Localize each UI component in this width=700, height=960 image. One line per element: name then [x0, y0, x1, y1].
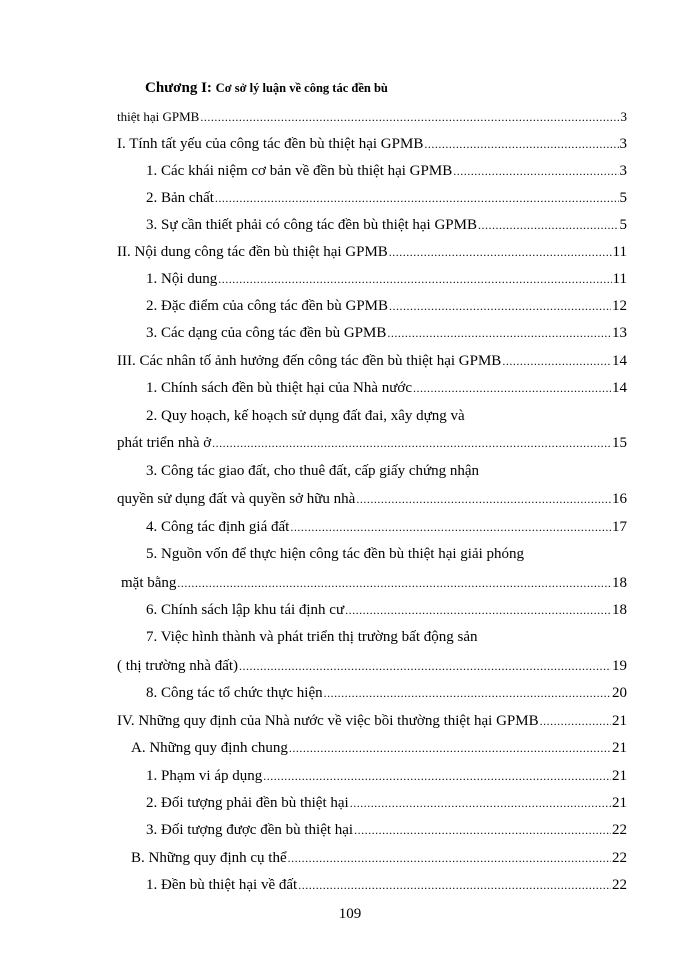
toc-entry[interactable] [117, 710, 627, 732]
toc-entry-page: 21 [612, 795, 627, 811]
toc-entry[interactable] [117, 350, 627, 372]
dot-leader [389, 295, 611, 317]
toc-entry-page: 14 [612, 380, 627, 396]
toc-entry-page: 21 [612, 768, 627, 784]
toc-entry-page: 15 [612, 435, 627, 451]
toc-entry-label: 1. Chính sách đền bù thiệt hại của Nhà nước [146, 380, 412, 396]
toc-entry[interactable] [146, 160, 627, 182]
toc-entry-label: phát triển nhà ở [117, 435, 212, 451]
toc-entry-page: 18 [612, 575, 627, 591]
toc-entry-first-line[interactable]: 7. Việc hình thành và phát triển thị trường bất động sản [146, 629, 478, 645]
toc-entry[interactable] [117, 655, 627, 677]
dot-leader [345, 599, 611, 621]
toc-entry-label: 1. Các khái niệm cơ bản về đền bù thiệt hại GPMB [146, 163, 453, 179]
dot-leader [324, 682, 611, 704]
toc-entry-page: 14 [612, 353, 627, 369]
toc-entry-page: 17 [612, 519, 627, 535]
toc-entry-label: 1. Đền bù thiệt hại về đất [146, 877, 298, 893]
toc-entry-label: 2. Đặc điểm của công tác đền bù GPMB [146, 298, 389, 314]
toc-entry[interactable] [131, 737, 627, 759]
toc-entry-page: 16 [612, 491, 627, 507]
toc-entry-page: 12 [612, 298, 627, 314]
toc-entry-first-line[interactable]: 5. Nguồn vốn để thực hiện công tác đền bù thiệt hại giải phóng [146, 546, 525, 562]
dot-leader [502, 350, 611, 372]
toc-entry[interactable] [146, 599, 627, 621]
toc-entry-label: 3. Các dạng của công tác đền bù GPMB [146, 325, 387, 341]
dot-leader [200, 106, 619, 128]
toc-entry-label: 2. Đối tượng phải đền bù thiệt hại [146, 795, 349, 811]
dot-leader [387, 322, 611, 344]
toc-entry-page: 18 [612, 602, 627, 618]
dot-leader [239, 655, 611, 677]
toc-entry[interactable] [146, 295, 627, 317]
toc-entry-page: 3 [620, 109, 627, 124]
toc-entry-label: A. Những quy định chung [131, 740, 288, 756]
toc-entry[interactable] [146, 819, 627, 841]
toc-entry[interactable] [121, 572, 627, 594]
toc-entry-page: 22 [612, 822, 627, 838]
dot-leader [389, 241, 612, 263]
toc-entry[interactable] [146, 874, 627, 896]
toc-entry-page: 22 [612, 877, 627, 893]
toc-entry-label: 3. Đối tượng được đền bù thiệt hại [146, 822, 354, 838]
toc-entry[interactable] [117, 488, 627, 510]
toc-entry-label: II. Nội dung công tác đền bù thiệt hại GPMB [117, 244, 388, 260]
toc-entry-label: quyền sử dụng đất và quyền sở hữu nhà [117, 491, 356, 507]
toc-entry-page: 3 [619, 136, 627, 152]
toc-entry-chapter[interactable] [117, 106, 627, 128]
toc-entry[interactable] [146, 322, 627, 344]
toc-entry-page: 20 [612, 685, 627, 701]
toc-entry-page: 22 [612, 850, 627, 866]
dot-leader [354, 819, 611, 841]
dot-leader [218, 268, 611, 290]
page-number: 109 [338, 906, 362, 922]
dot-leader [356, 488, 611, 510]
dot-leader [290, 516, 611, 538]
toc-entry[interactable] [146, 377, 627, 399]
chapter-heading [145, 80, 388, 97]
toc-entry-page: 11 [612, 271, 627, 287]
chapter-title-prefix: Chương I: [145, 80, 212, 96]
toc-entry[interactable] [146, 682, 627, 704]
toc-entry-page: 21 [612, 713, 627, 729]
dot-leader [298, 874, 611, 896]
toc-entry[interactable] [117, 133, 627, 155]
toc-entry-label: 6. Chính sách lập khu tái định cư [146, 602, 345, 618]
dot-leader [413, 377, 611, 399]
dot-leader [453, 160, 618, 182]
toc-entry-label: 3. Sự cần thiết phải có công tác đền bù thiệt hại GPMB [146, 217, 477, 233]
toc-entry-page: 5 [619, 217, 627, 233]
toc-entry[interactable] [146, 792, 627, 814]
toc-entry-page: 5 [619, 190, 627, 206]
toc-entry-first-line[interactable]: 3. Công tác giao đất, cho thuê đất, cấp giấy chứng nhận [146, 463, 480, 479]
toc-entry-label: III. Các nhân tố ảnh hưởng đến công tác đền bù thiệt hại GPMB [117, 353, 502, 369]
toc-entry-page: 21 [612, 740, 627, 756]
dot-leader [212, 432, 611, 454]
toc-entry-page: 11 [612, 244, 627, 260]
toc-entry[interactable] [146, 268, 627, 290]
toc-entry[interactable] [146, 765, 627, 787]
toc-entry[interactable] [117, 432, 627, 454]
toc-entry-label: B. Những quy định cụ thể [131, 850, 287, 866]
dot-leader [289, 737, 611, 759]
toc-entry-page: 3 [619, 163, 627, 179]
dot-leader [540, 710, 611, 732]
toc-entry-label: 1. Nội dung [146, 271, 218, 287]
toc-entry-page: 19 [612, 658, 627, 674]
toc-entry-label: thiệt hại GPMB [117, 109, 200, 124]
toc-entry-label: 2. Bản chất [146, 190, 214, 206]
dot-leader [478, 214, 619, 236]
toc-entry-label: 8. Công tác tổ chức thực hiện [146, 685, 323, 701]
toc-entry-label: mặt bằng [121, 575, 177, 591]
chapter-title-rest: Cơ sở lý luận về công tác đền bù [215, 81, 388, 95]
toc-entry-first-line[interactable]: 2. Quy hoạch, kế hoạch sử dụng đất đai, xây dựng và [146, 408, 465, 424]
dot-leader [215, 187, 619, 209]
toc-entry[interactable] [146, 187, 627, 209]
toc-entry-label: IV. Những quy định của Nhà nước về việc bồi thường thiệt hại GPMB [117, 713, 539, 729]
toc-entry-page: 13 [612, 325, 627, 341]
dot-leader [263, 765, 611, 787]
toc-entry-label: 4. Công tác định giá đất [146, 519, 290, 535]
dot-leader [350, 792, 611, 814]
toc-entry[interactable] [146, 516, 627, 538]
dot-leader [288, 847, 611, 869]
toc-entry[interactable] [117, 241, 627, 263]
toc-entry[interactable] [146, 214, 627, 236]
toc-entry-label: I. Tính tất yếu của công tác đền bù thiệt hại GPMB [117, 136, 424, 152]
toc-entry-label: 1. Phạm vi áp dụng [146, 768, 263, 784]
toc-entry-label: ( thị trường nhà đất) [117, 658, 239, 674]
dot-leader [424, 133, 618, 155]
dot-leader [177, 572, 611, 594]
toc-entry[interactable] [131, 847, 627, 869]
